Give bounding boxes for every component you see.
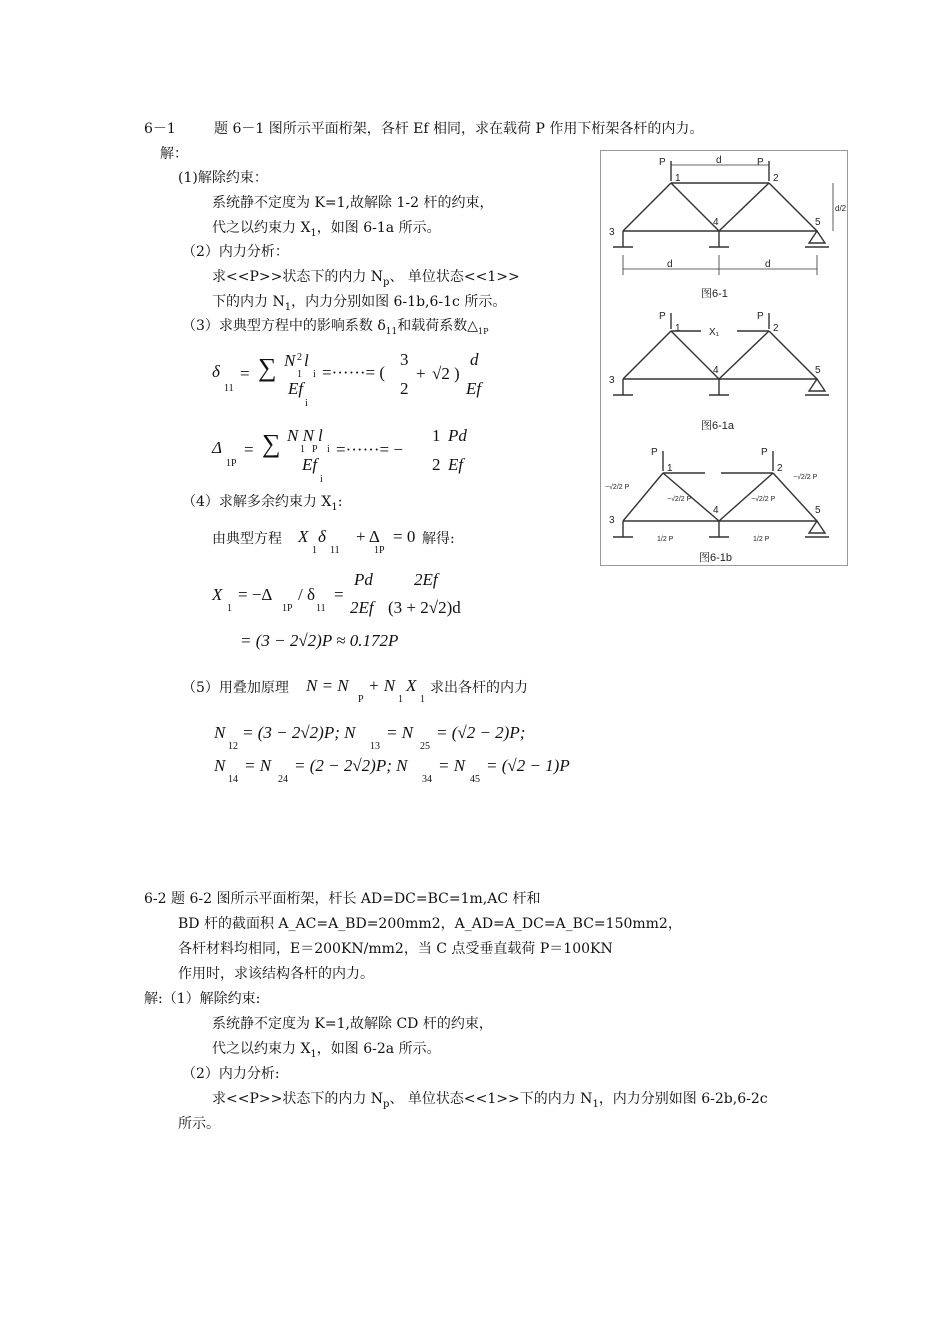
- node-label: 1: [675, 323, 681, 334]
- step4-title: （4）求解多余约束力 $X_1$:: [182, 494, 343, 513]
- figure-panel: [600, 150, 848, 566]
- force-label: −√2/2 P: [751, 496, 776, 503]
- node-label: 4: [713, 365, 719, 376]
- node-label: 3: [609, 375, 615, 386]
- dim-label: d/2: [835, 204, 847, 213]
- figure-caption: 图6-1a: [701, 420, 735, 432]
- problem2-line1: 6-2 题 6-2 图所示平面桁架，杆长 AD=DC=BC=1m,AC 杆和: [144, 891, 541, 907]
- node-label: 1: [667, 463, 673, 474]
- step2-line2: 下的内力 $N_1$，内力分别如图 6-1b,6-1c 所示。: [212, 294, 507, 313]
- problem2-sol5: 求<<P>>状态下的内力 $N_p$、 单位状态<<1>>下的内力 $N_1$，内力分别如图 6-2b,6-2c: [212, 1091, 768, 1110]
- problem2-sol2: 系统静不定度为 K=1,故解除 CD 杆的约束，: [212, 1016, 493, 1032]
- force-label: 1/2 P: [753, 536, 770, 543]
- truss-6-1: [613, 161, 833, 275]
- step1-line2: 代之以约束力 $X_1$，如图 6-1a 所示。: [212, 220, 441, 239]
- problem-number: 6－1: [144, 121, 176, 137]
- truss-6-1b: [613, 451, 829, 537]
- step1-title: (1)解除约束：: [178, 170, 268, 186]
- step2-title: （2）内力分析：: [182, 244, 289, 260]
- problem2-line2: BD 杆的截面积 A_AC=A_BD=200mm2，A_AD=A_DC=A_BC=150mm2，: [178, 916, 682, 932]
- node-label: 5: [815, 505, 821, 516]
- formula-x1-value: = (3 − 2√2)P ≈ 0.172P: [240, 631, 399, 650]
- node-label: 2: [773, 323, 779, 334]
- x1-label: X₁: [709, 327, 720, 338]
- figure-caption: 图6-1: [701, 288, 728, 300]
- load-label: P: [651, 447, 658, 458]
- step3-title: （3）求典型方程中的影响系数 $\delta_{11}$和载荷系数$\triangle_{1P}$: [182, 318, 489, 337]
- problem-statement: 题 6－1 图所示平面桁架，各杆 Ef 相同，求在载荷 P 作用下桁架各杆的内力。: [214, 121, 704, 137]
- dim-label: d: [716, 155, 722, 166]
- node-label: 1: [675, 173, 681, 184]
- problem2-sol3: 代之以约束力 $X_1$，如图 6-2a 所示。: [212, 1041, 441, 1060]
- force-label: −√2/2 P: [667, 496, 692, 503]
- force-label: −√2/2 P: [605, 484, 630, 491]
- dim-label: d: [765, 259, 771, 270]
- load-label: P: [757, 311, 764, 322]
- figure-caption: 图6-1b: [699, 552, 733, 564]
- step2-line1: 求<<P>>状态下的内力 $N_p$、 单位状态<<1>>: [212, 269, 520, 288]
- node-label: 4: [713, 217, 719, 228]
- node-label: 5: [815, 365, 821, 376]
- force-label: 1/2 P: [657, 536, 674, 543]
- problem2-sol4: （2）内力分析:: [182, 1066, 280, 1082]
- problem2-sol1: 解:（1）解除约束:: [144, 991, 261, 1007]
- node-label: 3: [609, 515, 615, 526]
- node-label: 2: [777, 463, 783, 474]
- truss-figures: [601, 151, 847, 565]
- problem2-line4: 作用时，求该结构各杆的内力。: [178, 966, 374, 982]
- problem2-line3: 各杆材料均相同，E＝200KN/mm2，当 C 点受垂直载荷 P＝100KN: [178, 941, 613, 957]
- step1-line1: 系统静不定度为 K=1,故解除 1-2 杆的约束，: [212, 195, 494, 211]
- node-label: 3: [609, 227, 615, 238]
- node-label: 4: [713, 505, 719, 516]
- load-label: P: [659, 311, 666, 322]
- truss-6-1a: [613, 313, 829, 395]
- solution-label: 解：: [160, 146, 188, 162]
- node-label: 5: [815, 217, 821, 228]
- dim-label: d: [667, 259, 673, 270]
- load-label: P: [761, 447, 768, 458]
- load-label: P: [757, 157, 764, 168]
- load-label: P: [659, 157, 666, 168]
- problem2-sol6: 所示。: [178, 1116, 220, 1132]
- force-label: −√2/2 P: [793, 474, 818, 481]
- node-label: 2: [773, 173, 779, 184]
